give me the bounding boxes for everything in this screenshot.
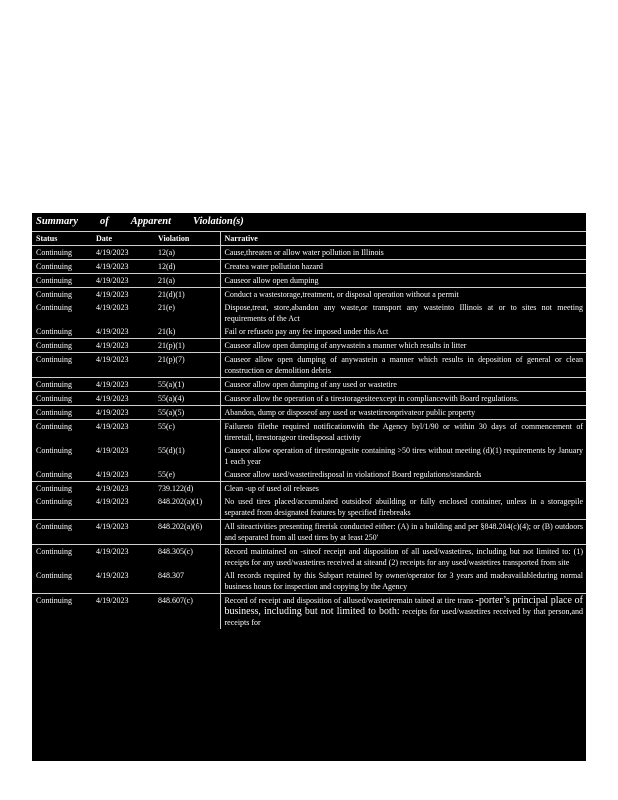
narrative-cell: Failureto filethe required notificationwith the Agency byl/1/90 or within 30 days of commencement of tireretail, tirestorageor tiredisposal activity xyxy=(220,420,586,445)
status-cell: Continuing xyxy=(36,446,73,455)
violation-cell: 12(a) xyxy=(154,246,220,260)
table-row xyxy=(32,406,586,420)
table-row xyxy=(32,301,586,325)
status-cell: Continuing xyxy=(32,468,92,482)
status-cell: Continuing xyxy=(32,246,92,260)
narrative-cell: Conduct a wastestorage,treatment, or disposal operation without a permit xyxy=(220,288,586,302)
narrative-cell: Causeor allow open dumping of any used or wastetire xyxy=(220,378,586,392)
date-cell: 4/19/2023 xyxy=(92,378,154,392)
violation-cell: 21(p)(1) xyxy=(154,339,220,353)
violation-cell: 848.202(a)(1) xyxy=(154,495,220,520)
date-cell: 4/19/2023 xyxy=(92,246,154,260)
violation-cell: 848.607(c) xyxy=(158,596,193,605)
narrative-cell: Record maintained on -siteof receipt and disposition of all used/wastetires, including but not limited to: (1) receipts for any used/wastetires received at siteand (2) receipts for any used/wastetires transported from site xyxy=(220,545,586,570)
table-row xyxy=(32,246,586,260)
table-row xyxy=(32,520,586,545)
status-cell: Continuing xyxy=(32,339,92,353)
date-cell: 4/19/2023 xyxy=(92,392,154,406)
title-word: Summary xyxy=(36,216,79,227)
table-row xyxy=(32,482,586,496)
status-cell: Continuing xyxy=(32,274,92,288)
narrative-cell: Causeor allow used/wastetiredisposal in violationof Board regulations/standards xyxy=(220,468,586,482)
date-cell: 4/19/2023 xyxy=(92,274,154,288)
narrative-tail-text: receipts for used/wastetires received by that person,and receipts for xyxy=(224,607,583,627)
status-cell: Continuing xyxy=(32,520,92,545)
table-row xyxy=(32,325,586,339)
violations-summary-page xyxy=(32,213,586,761)
date-cell: 4/19/2023 xyxy=(92,495,154,520)
table-row xyxy=(32,378,586,392)
table-row xyxy=(32,545,586,570)
violation-cell: 21(p)(7) xyxy=(154,353,220,378)
table-row xyxy=(32,444,586,468)
narrative-cell: Clean -up of used oil releases xyxy=(220,482,586,496)
status-cell: Continuing xyxy=(36,303,73,312)
status-cell: Continuing xyxy=(32,406,92,420)
header-violation: Violation xyxy=(154,232,220,246)
date-cell: 4/19/2023 xyxy=(96,547,129,556)
table-row xyxy=(32,420,586,445)
status-cell: Continuing xyxy=(32,353,92,378)
table-row xyxy=(32,260,586,274)
date-cell: 4/19/2023 xyxy=(92,520,154,545)
status-cell: Continuing xyxy=(36,596,73,605)
narrative-cell: Causeor allow open dumping of anywastein a manner which results in deposition of general or clean construction or demolition debris xyxy=(220,353,586,378)
table-row xyxy=(32,392,586,406)
violation-cell: 848.202(a)(6) xyxy=(154,520,220,545)
violations-table xyxy=(32,232,586,629)
status-cell: Continuing xyxy=(36,547,73,556)
narrative-cell: Causeor allow operation of tirestoragesite containing >50 tires without meeting (d)(1) requirements by January 1 each year xyxy=(220,444,586,468)
date-cell: 4/19/2023 xyxy=(96,303,129,312)
violation-cell: 55(e) xyxy=(154,468,220,482)
date-cell: 4/19/2023 xyxy=(96,484,129,493)
table-header-row xyxy=(32,232,586,246)
header-narrative: Narrative xyxy=(220,232,586,246)
narrative-cell: Causeor allow the operation of a tirestoragesiteexcept in compliancewith Board regulations. xyxy=(220,392,586,406)
status-cell: Continuing xyxy=(32,325,92,339)
status-cell: Continuing xyxy=(36,290,73,299)
status-cell: Continuing xyxy=(32,495,92,520)
date-cell: 4/19/2023 xyxy=(92,325,154,339)
violation-cell: 55(a)(4) xyxy=(154,392,220,406)
violation-cell: 739.122(d) xyxy=(158,484,194,493)
date-cell: 4/19/2023 xyxy=(92,353,154,378)
title-word: of xyxy=(100,216,109,227)
violation-cell: 21(a) xyxy=(154,274,220,288)
table-row xyxy=(32,569,586,594)
status-cell: Continuing xyxy=(32,569,92,594)
violation-cell: 21(e) xyxy=(158,303,175,312)
title-word: Apparent xyxy=(130,216,172,227)
date-cell: 4/19/2023 xyxy=(92,406,154,420)
table-row xyxy=(32,594,586,630)
date-cell: 4/19/2023 xyxy=(96,596,129,605)
table-row xyxy=(32,495,586,520)
header-status: Status xyxy=(32,232,92,246)
status-cell: Continuing xyxy=(32,392,92,406)
title-word: Violation(s) xyxy=(193,216,244,227)
summary-title xyxy=(32,213,586,232)
status-cell: Continuing xyxy=(36,484,73,493)
violation-cell: 55(a)(5) xyxy=(154,406,220,420)
violation-cell: 55(a)(1) xyxy=(154,378,220,392)
table-row xyxy=(32,468,586,482)
date-cell: 4/19/2023 xyxy=(96,290,129,299)
date-cell: 4/19/2023 xyxy=(92,339,154,353)
status-cell: Continuing xyxy=(36,422,73,431)
narrative-cell: All siteactivities presenting firerisk conducted either: (A) in a building and per §848.204(c)(4); or (B) outdoors and separated from all used tires by at least 250' xyxy=(220,520,586,545)
status-cell: Continuing xyxy=(32,378,92,392)
narrative-cell: No used tires placed/accumulated outsideof abuilding or fully enclosed container, unless in a storagepile separated from designated features by specified firebreaks xyxy=(220,495,586,520)
date-cell: 4/19/2023 xyxy=(92,569,154,594)
date-cell: 4/19/2023 xyxy=(96,422,129,431)
violation-cell: 21(d)(1) xyxy=(158,290,185,299)
narrative-text: Record of receipt and disposition of allused/wastetiremain tained at tire trans xyxy=(224,596,474,605)
date-cell: 4/19/2023 xyxy=(92,468,154,482)
narrative-cell: Cause,threaten or allow water pollution in Illinois xyxy=(220,246,586,260)
narrative-large-text: -porter’s principal place of business, including but not limited to both: xyxy=(224,595,583,617)
narrative-cell: Causeor allow open dumping of anywastein a manner which results in litter xyxy=(220,339,586,353)
violation-cell: 55(d)(1) xyxy=(158,446,185,455)
violation-cell: 21(k) xyxy=(154,325,220,339)
header-date: Date xyxy=(92,232,154,246)
status-cell: Continuing xyxy=(32,260,92,274)
narrative-cell: All records required by this Subpart retained by owner/operator for 3 years and madeavailableduring normal business hours for inspection and copying by the Agency xyxy=(220,569,586,594)
violation-cell: 848.307 xyxy=(154,569,220,594)
date-cell: 4/19/2023 xyxy=(96,446,129,455)
narrative-cell: Fail or refuseto pay any fee imposed under this Act xyxy=(220,325,586,339)
narrative-cell: Createa water pollution hazard xyxy=(220,260,586,274)
violation-cell: 12(d) xyxy=(154,260,220,274)
narrative-cell: Dispose,treat, store,abandon any waste,or transport any wasteinto Illinois at or to sites not meeting requirements of the Act xyxy=(220,301,586,325)
table-row xyxy=(32,274,586,288)
date-cell: 4/19/2023 xyxy=(92,260,154,274)
table-row xyxy=(32,339,586,353)
narrative-cell xyxy=(220,594,586,630)
violation-cell: 848.305(c) xyxy=(158,547,193,556)
narrative-cell: Causeor allow open dumping xyxy=(220,274,586,288)
violation-cell: 55(c) xyxy=(158,422,175,431)
table-row xyxy=(32,353,586,378)
table-row xyxy=(32,288,586,302)
narrative-cell: Abandon, dump or disposeof any used or wastetireonprivateor public property xyxy=(220,406,586,420)
